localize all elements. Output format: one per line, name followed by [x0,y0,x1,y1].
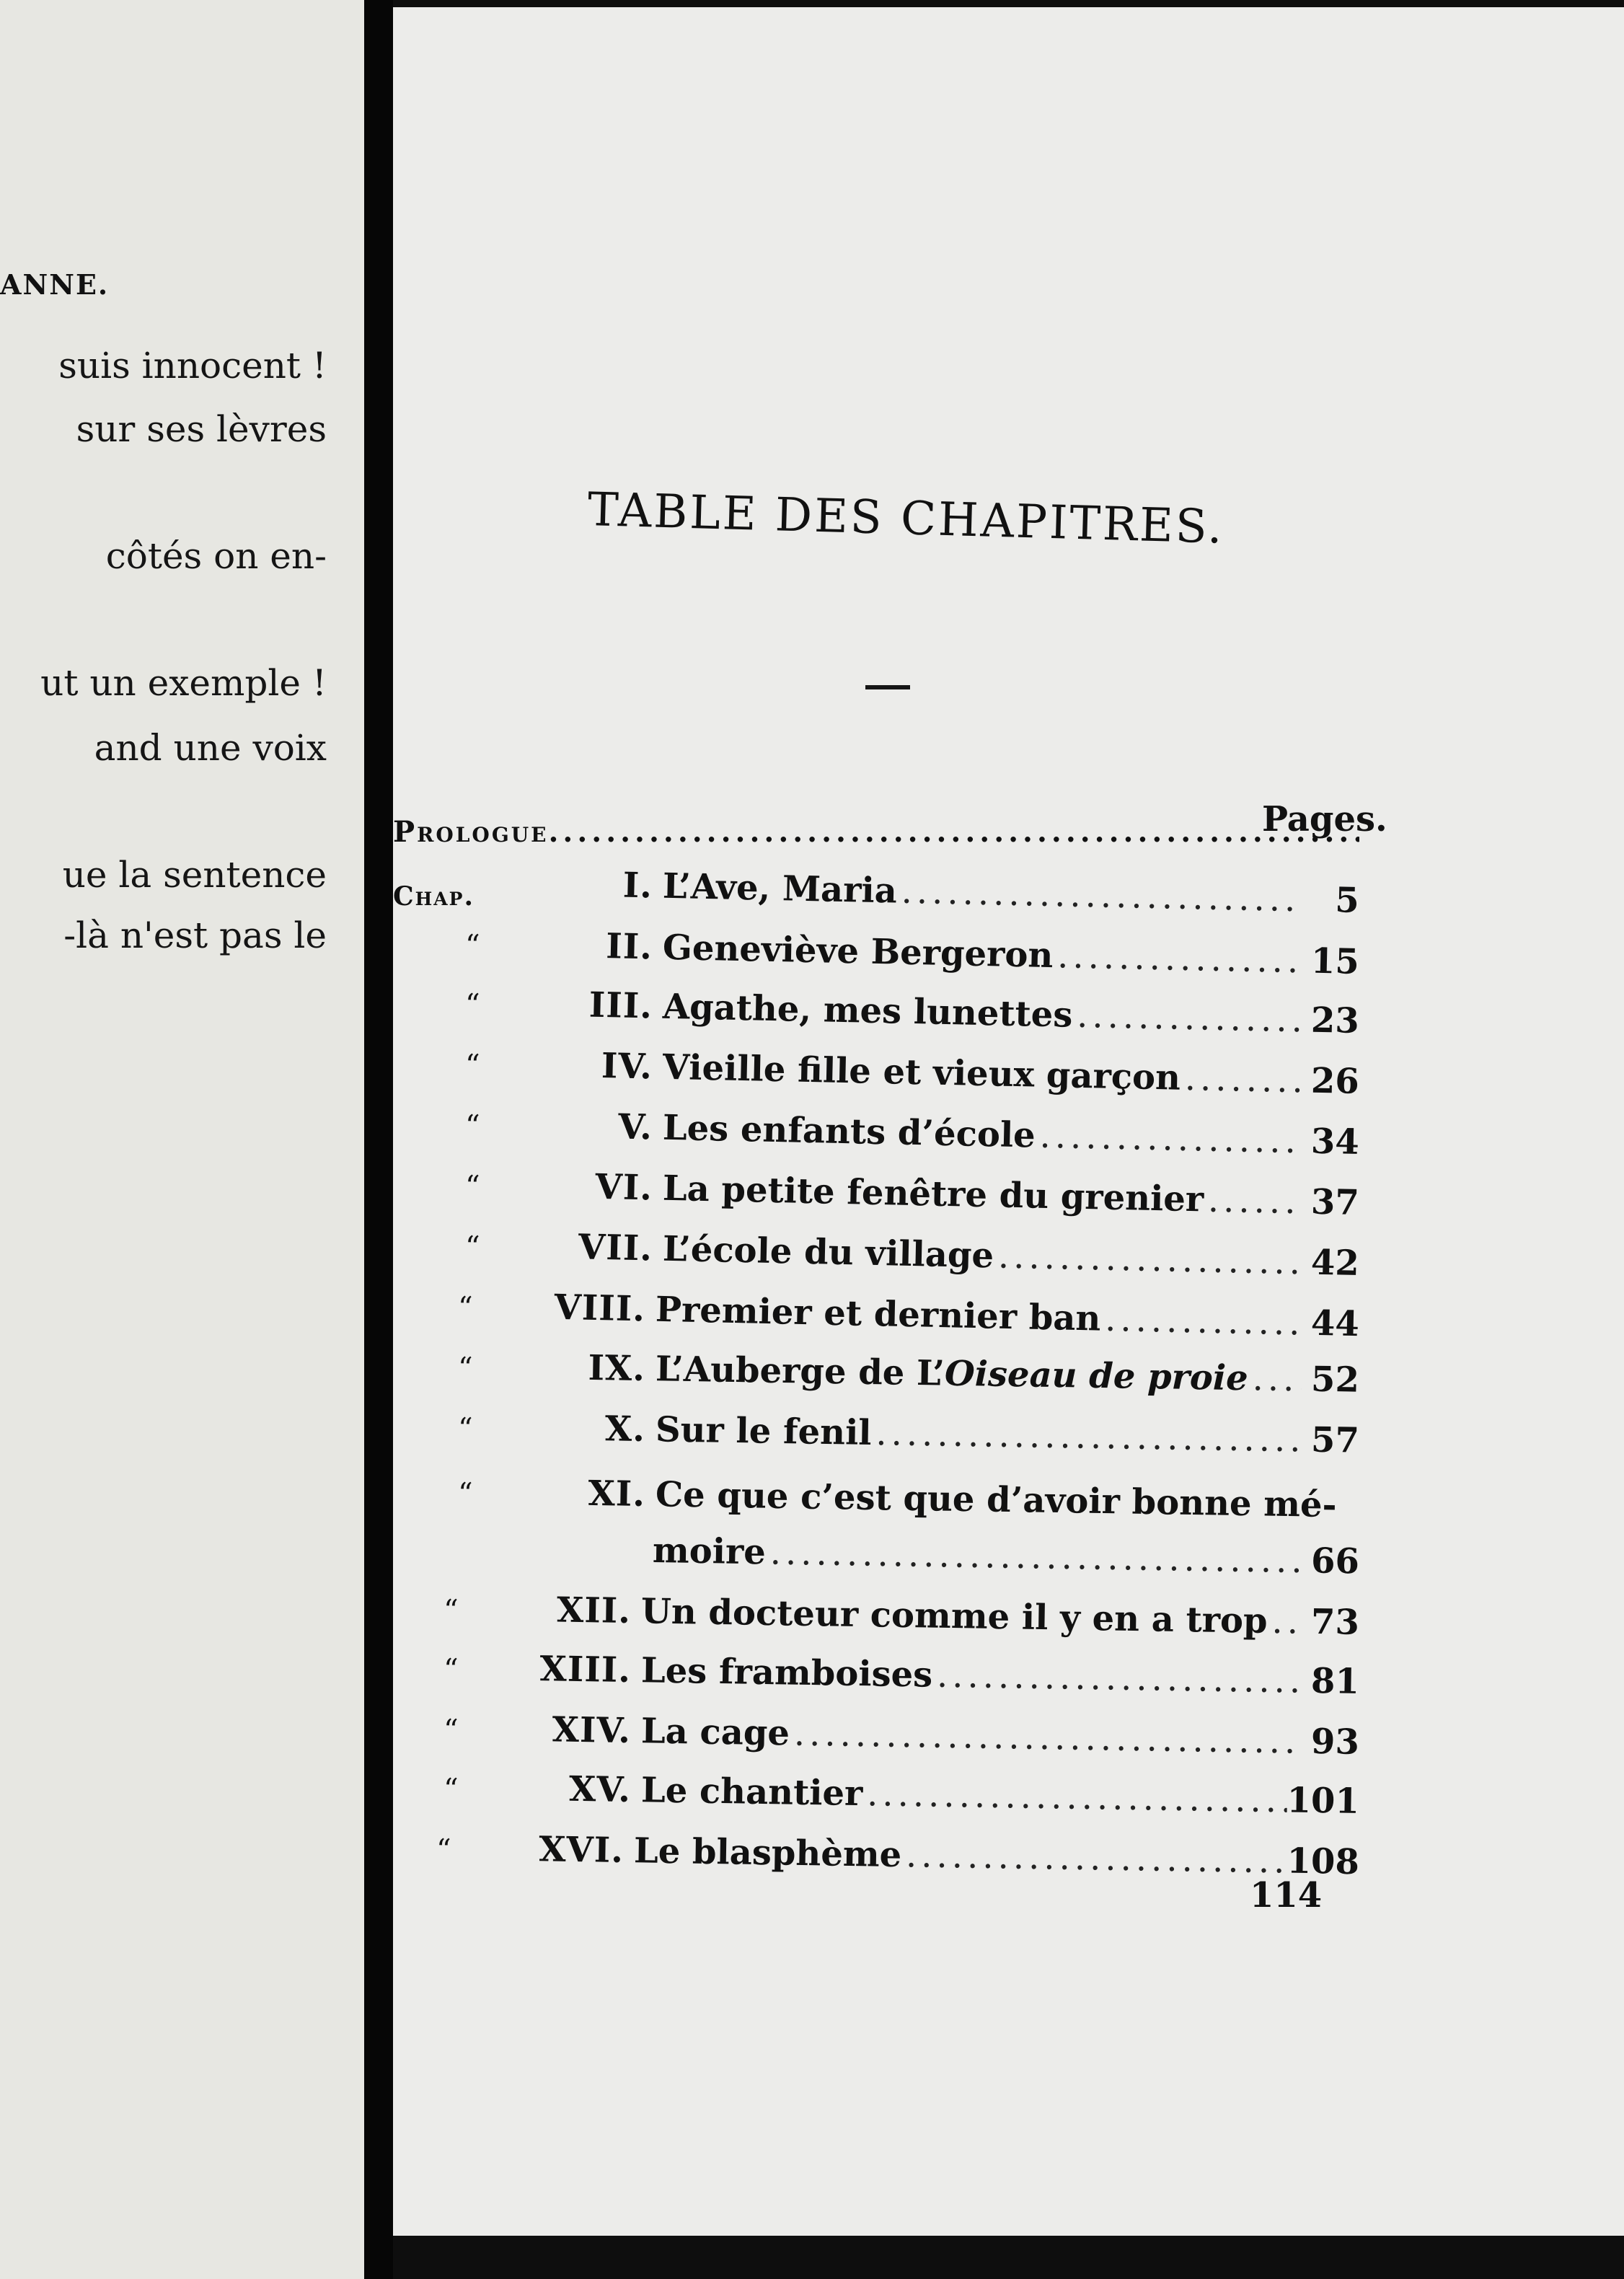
chapter-title-continuation: moire [652,1530,767,1573]
chapter-title: La petite fenêtre du grenier [662,1168,1204,1220]
toc-entry [443,1708,1360,1763]
chapter-title: Agathe, mes lunettes [662,986,1073,1036]
chapter-title: L’école du village [662,1228,994,1277]
right-page [393,7,1624,2236]
ditto-mark: “ [436,1833,451,1867]
chapter-numeral: VIII. [554,1287,646,1330]
chapter-numeral: XV. [568,1768,632,1811]
chapter-numeral: XIV. [552,1709,632,1752]
page-number: 108 [1287,1841,1360,1883]
chapter-title: La cage [640,1711,790,1754]
dot-leader [1204,1179,1302,1222]
left-page-fragment: ut un exemple ! [40,662,327,704]
chapter-title: Geneviève Bergeron [662,927,1054,977]
chapter-numeral: XI. [588,1473,646,1515]
final-page-number: 114 [1250,1875,1323,1916]
chapter-numeral: VI. [594,1166,653,1209]
ditto-mark: “ [464,1049,480,1083]
page-number: 101 [1287,1780,1360,1822]
ditto-mark: “ [443,1773,459,1807]
toc-entry [443,1647,1360,1702]
toc-entry [464,923,1359,982]
toc-entry [464,862,1359,921]
chapter-title: Les framboises [640,1650,933,1696]
chapter-numeral: X. [604,1409,646,1450]
dot-leader [1035,1116,1302,1162]
ditto-mark: “ [443,1594,459,1628]
chapter-title [656,1349,1249,1398]
ditto-mark: “ [464,1230,480,1264]
chapter-numeral: VII. [578,1227,653,1269]
dot-leader [1100,1299,1302,1344]
toc-entry [436,1828,1360,1882]
toc-entry [464,1103,1359,1163]
chapter-title: Sur le fenil [655,1409,872,1454]
page-number: 44 [1310,1302,1360,1345]
toc-entry [464,1225,1359,1284]
page-number: 15 [1310,940,1360,982]
chapter-numeral: IV. [601,1045,653,1088]
dot-leader [993,1235,1302,1282]
chapter-numeral: I. [622,865,653,907]
dot-leader [1072,995,1302,1041]
dot-leader [1053,935,1302,981]
chapter-title: Un docteur comme il y en a trop [640,1591,1268,1641]
chapter-numeral: IX. [588,1347,646,1390]
toc-entry-continuation [653,1530,1360,1582]
toc-entry [458,1406,1360,1461]
page-number: 42 [1310,1242,1360,1284]
toc-entry [443,1767,1360,1822]
dot-leader [871,1413,1302,1460]
ditto-mark: “ [457,1291,473,1325]
dot-leader [1180,1058,1302,1101]
ditto-mark: “ [457,1477,473,1511]
dot-leader [1267,1601,1302,1642]
ditto-mark: “ [457,1412,473,1446]
chapter-title: Vieille fille et vieux garçon [662,1046,1181,1098]
left-page-fragment: ue la sentence [62,854,327,896]
ditto-mark: “ [464,929,480,963]
chapter-title: Les enfants d’école [662,1107,1036,1156]
chapter-numeral: XIII. [539,1649,632,1691]
dot-leader [765,1532,1302,1581]
left-page-fragment: -là n'est pas le [63,914,327,956]
toc-entry [457,1285,1359,1344]
ditto-mark: “ [464,988,480,1022]
page-title: TABLE DES CHAPITRES. [586,483,1225,555]
chapter-title: Le chantier [640,1770,863,1815]
chapter-numeral: V. [617,1106,653,1148]
toc-list [393,7,1624,2236]
toc-entry [464,1164,1359,1223]
chapter-title-prefix: L’Auberge de L’ [655,1349,945,1394]
page-number: 52 [1310,1359,1360,1401]
chapter-title: Le blasphème [633,1830,902,1876]
page-number: 93 [1310,1721,1360,1763]
chap-label: Chap. [393,881,475,912]
page-number: 57 [1310,1419,1360,1461]
ditto-mark: “ [443,1653,459,1687]
toc-entry [464,1043,1359,1102]
chapter-title: Ce que c’est que d’avoir bonne mé- [655,1474,1337,1526]
dot-leader [932,1655,1302,1701]
chapter-numeral: II. [605,926,653,968]
page-number: 73 [1310,1601,1360,1643]
chapter-title: Premier et dernier ban [655,1289,1101,1339]
dot-leader [896,871,1302,920]
ditto-mark: “ [443,1714,459,1747]
ditto-mark: “ [464,1170,480,1204]
left-page-fragment: côtés on en- [105,535,327,577]
toc-entry [464,982,1359,1041]
left-page-fragment: and une voix [94,727,327,769]
page-number: 23 [1310,1000,1360,1041]
page-number: 26 [1310,1060,1360,1102]
left-page [0,0,364,2279]
ditto-mark: “ [464,1109,480,1143]
chapter-title-italic: Oiseau de proie [944,1353,1249,1399]
prologue-label: Prologue [393,815,549,849]
dot-leader [1248,1358,1302,1399]
chapter-title: L’Ave, Maria [662,865,898,912]
toc-entry [443,1588,1360,1643]
pages-column-label: Pages. [1262,799,1387,839]
book-gutter [364,0,393,2279]
chapter-numeral: XVI. [538,1829,625,1872]
chapter-numeral: XII. [556,1590,632,1632]
left-page-header: ANNE. [0,268,110,301]
page-number: 37 [1310,1181,1360,1223]
ditto-mark: “ [457,1352,473,1385]
page-number: 81 [1310,1660,1360,1702]
page-number: 34 [1310,1121,1360,1163]
dot-leader [862,1773,1287,1820]
dot-leader [901,1835,1287,1881]
left-page-fragment: sur ses lèvres [76,408,327,450]
toc-entry [458,1471,1360,1526]
page-number: 66 [1310,1540,1360,1582]
page-number: 5 [1334,880,1360,921]
left-page-fragment: suis innocent ! [58,345,327,387]
toc-entry [458,1346,1360,1401]
chapter-numeral: III. [588,984,653,1027]
dot-leader [790,1714,1302,1762]
